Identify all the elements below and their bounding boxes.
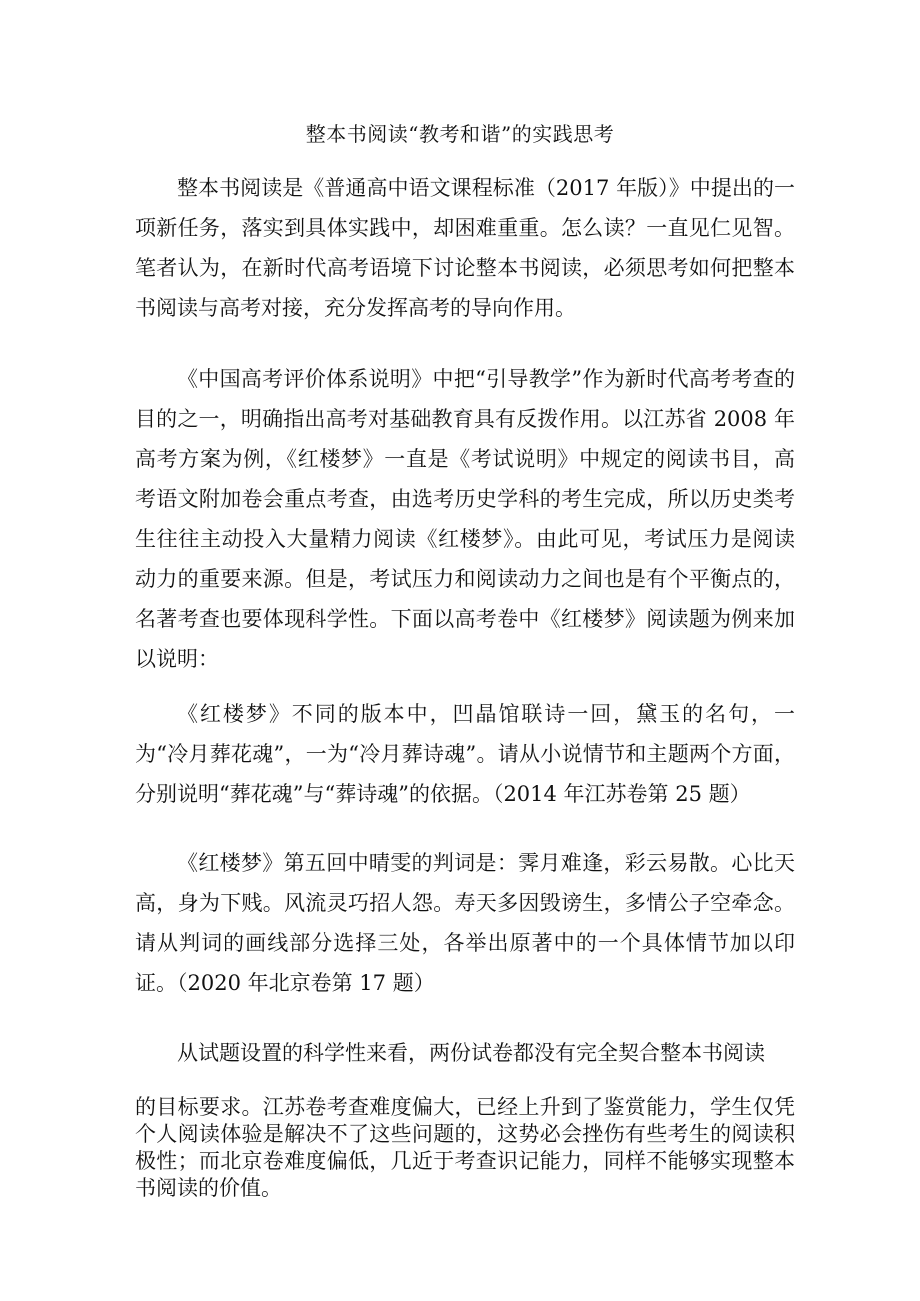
paragraph-analysis-rest: 的目标要求。江苏卷考查难度偏大，已经上升到了鉴赏能力，学生仅凭个人阅读体验是解决不了这些问题的，这势必会挫伤有些考生的阅读积极性；而北京卷难度偏低，几近于考查识记能力，同样不能够实现整本书阅读的价值。: [135, 1095, 795, 1200]
document-title: 整本书阅读“教考和谐”的实践思考: [305, 122, 615, 146]
paragraph-question-2020: 《红楼梦》第五回中晴雯的判词是：霁月难逢，彩云易散。心比天高，身为下贱。风流灵巧招人怨。寿天多因毁谤生，多情公子空牵念。请从判词的画线部分选择三处，各举出原著中的一个具体情节加以印证。（2020 年北京卷第 17 题）: [135, 851, 795, 995]
paragraph-analysis-first-line: 从试题设置的科学性来看，两份试卷都没有完全契合整本书阅读: [177, 1041, 765, 1065]
paragraph-evaluation-system: 《中国高考评价体系说明》中把“引导教学”作为新时代高考考查的目的之一，明确指出高考对基础教育具有反拨作用。以江苏省 2008 年高考方案为例，《红楼梦》一直是《考试说明》中规定的阅读书目，高考语文附加卷会重点考查，由选考历史学科的考生完成，所以历史类考生往往主动投入大量精力阅读《红楼梦》。由此可见，考试压力是阅读动力的重要来源。但是，考试压力和阅读动力之间也是有个平衡点的，名著考查也要体现科学性。下面以高考卷中《红楼梦》阅读题为例来加以说明：: [135, 367, 795, 671]
paragraph-intro: 整本书阅读是《普通高中语文课程标准（2017 年版）》中提出的一项新任务，落实到具体实践中，却困难重重。怎么读？一直见仁见智。笔者认为，在新时代高考语境下讨论整本书阅读，必须思考如何把整本书阅读与高考对接，充分发挥高考的导向作用。: [135, 176, 795, 320]
paragraph-question-2014: 《红楼梦》不同的版本中，凹晶馆联诗一回，黛玉的名句，一为“冷月葬花魂”，一为“冷月葬诗魂”。请从小说情节和主题两个方面，分别说明“葬花魂”与“葬诗魂”的依据。（2014 年江苏卷第 25 题）: [135, 702, 795, 806]
